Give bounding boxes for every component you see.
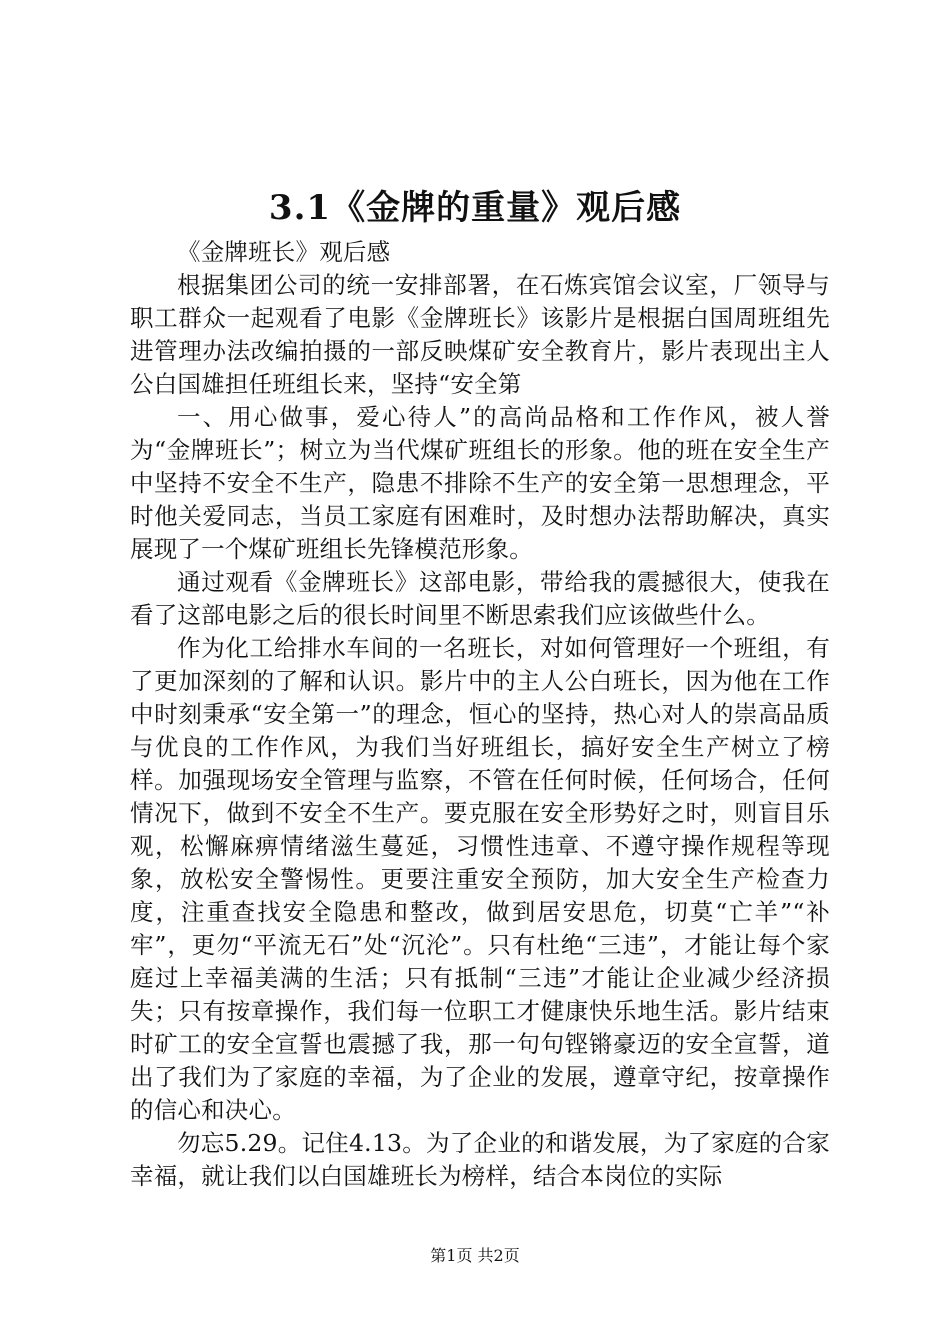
paragraph: 勿忘5.29。记住4.13。为了企业的和谐发展，为了家庭的合家幸福，就让我们以白国雄班长为榜样，结合本岗位的实际	[130, 1129, 830, 1190]
page-number-footer: 第1页 共2页	[430, 1246, 520, 1265]
paragraph: 一、用心做事，爱心待人”的高尚品格和工作作风，被人誉为“金牌班长”；树立为当代煤矿班组长的形象。他的班在安全生产中坚持不安全不生产，隐患不排除不生产的安全第一思想理念，平时他关爱同志，当员工家庭有困难时，及时想办法帮助解决，真实展现了一个煤矿班组长先锋模范形象。	[130, 403, 830, 563]
paragraph: 通过观看《金牌班长》这部电影，带给我的震撼很大，使我在看了这部电影之后的很长时间里不断思索我们应该做些什么。	[130, 568, 830, 629]
paragraph: 根据集团公司的统一安排部署，在石炼宾馆会议室，厂领导与职工群众一起观看了电影《金牌班长》该影片是根据白国周班组先进管理办法改编拍摄的一部反映煤矿安全教育片，影片表现出主人公白国雄担任班组长来，坚持“安全第	[130, 271, 830, 398]
document-body	[130, 236, 830, 1193]
paragraph-subtitle: 《金牌班长》观后感	[177, 238, 391, 266]
document-title: 3.1《金牌的重量》观后感	[268, 188, 682, 228]
paragraph: 作为化工给排水车间的一名班长，对如何管理好一个班组，有了更加深刻的了解和认识。影片中的主人公白班长，因为他在工作中时刻秉承“安全第一”的理念，恒心的坚持，热心对人的崇高品质与优良的工作作风，为我们当好班组长，搞好安全生产树立了榜样。加强现场安全管理与监察，不管在任何时候，任何场合，任何情况下，做到不安全不生产。要克服在安全形势好之时，则盲目乐观，松懈麻痹情绪滋生蔓延，习惯性违章、不遵守操作规程等现象，放松安全警惕性。更要注重安全预防，加大安全生产检查力度，注重查找安全隐患和整改，做到居安思危，切莫“亡羊”“补牢”，更勿“平流无石”处“沉沦”。只有杜绝“三违”，才能让每个家庭过上幸福美满的生活；只有抵制“三违”才能让企业减少经济损失；只有按章操作，我们每一位职工才健康快乐地生活。影片结束时矿工的安全宣誓也震撼了我，那一句句铿锵豪迈的安全宣誓，道出了我们为了家庭的幸福，为了企业的发展，遵章守纪，按章操作的信心和决心。	[130, 634, 830, 1124]
